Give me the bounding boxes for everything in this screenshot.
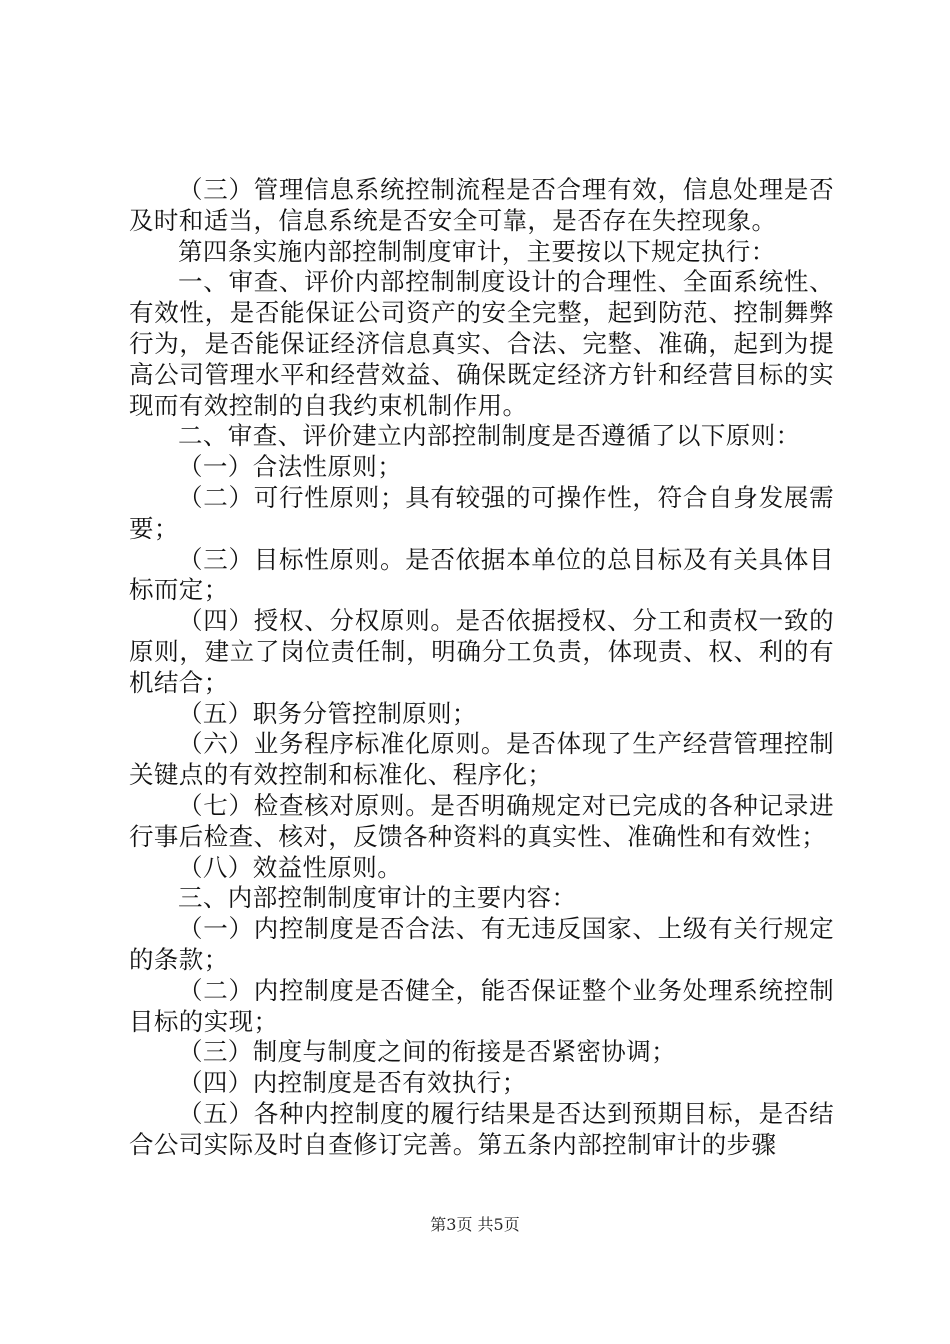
paragraph: 二、审查、评价建立内部控制制度是否遵循了以下原则： [178, 421, 801, 451]
paragraph: （五）各种内控制度的履行结果是否达到预期目标，是否结合公司实际及时自查修订完善。第五条内部控制审计的步骤 [129, 1098, 834, 1159]
page-footer [0, 1215, 950, 1235]
paragraph: （一）合法性原则； [178, 452, 403, 482]
paragraph: （四）授权、分权原则。是否依据授权、分工和责权一致的原则，建立了岗位责任制，明确分工负责，体现责、权、利的有机结合； [129, 606, 834, 697]
paragraph: （二）内控制度是否健全，能否保证整个业务处理系统控制目标的实现； [129, 975, 834, 1036]
paragraph: （三）管理信息系统控制流程是否合理有效，信息处理是否及时和适当，信息系统是否安全可靠，是否存在失控现象。 [129, 175, 834, 235]
paragraph: （七）检查核对原则。是否明确规定对已完成的各种记录进行事后检查、核对，反馈各种资料的真实性、准确性和有效性； [129, 790, 834, 851]
paragraph: （八）效益性原则。 [178, 852, 403, 882]
paragraph: 一、审查、评价内部控制制度设计的合理性、全面系统性、有效性，是否能保证公司资产的安全完整，起到防范、控制舞弊行为，是否能保证经济信息真实、合法、完整、准确，起到为提高公司管理水平和经营效益、确保既定经济方针和经营目标的实现而有效控制的自我约束机制作用。 [129, 267, 834, 420]
page-number: 第3页 共5页 [430, 1215, 520, 1234]
paragraph: （一）内控制度是否合法、有无违反国家、上级有关行规定的条款； [129, 914, 834, 974]
paragraph: （三）制度与制度之间的衔接是否紧密协调； [178, 1037, 676, 1067]
paragraph: （六）业务程序标准化原则。是否体现了生产经营管理控制关键点的有效控制和标准化、程序化； [129, 729, 834, 790]
paragraph: 三、内部控制制度审计的主要内容： [178, 883, 577, 913]
document-body [129, 175, 834, 1161]
paragraph: 第四条实施内部控制制度审计，主要按以下规定执行： [178, 236, 776, 266]
paragraph: （三）目标性原则。是否依据本单位的总目标及有关具体目标而定； [129, 544, 834, 605]
paragraph: （五）职务分管控制原则； [178, 698, 477, 728]
paragraph: （二）可行性原则；具有较强的可操作性，符合自身发展需要； [129, 482, 834, 543]
paragraph: （四）内控制度是否有效执行； [178, 1068, 527, 1098]
